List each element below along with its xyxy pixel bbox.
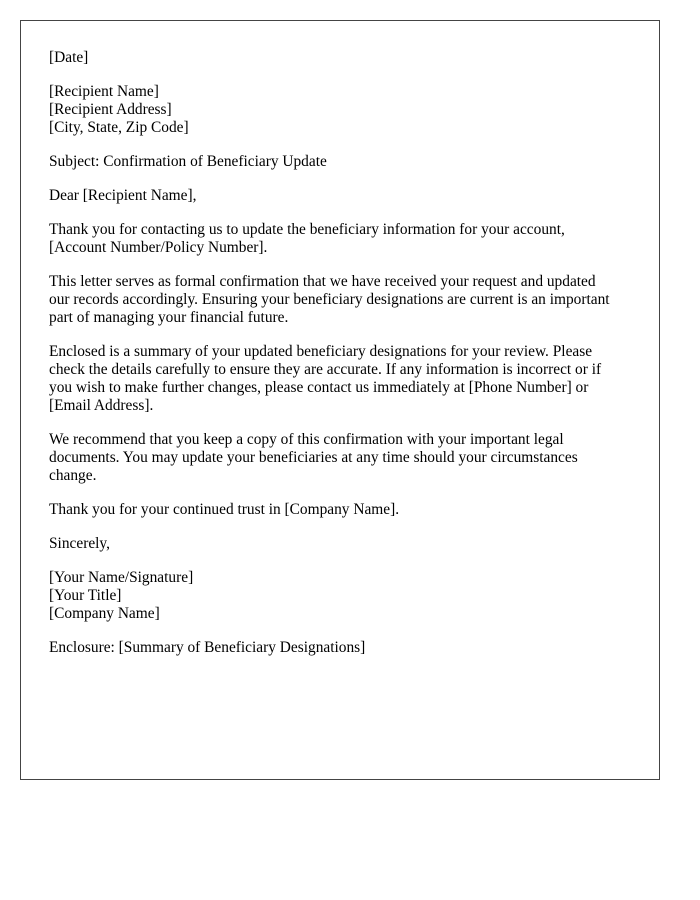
letter-closing: Sincerely, [49, 535, 110, 552]
salutation-block [49, 187, 639, 205]
signature-name: [Your Name/Signature] [49, 569, 194, 586]
recipient-block [49, 83, 639, 137]
subject-block [49, 153, 639, 171]
closing-block [49, 535, 639, 553]
recipient-city-state-zip: [City, State, Zip Code] [49, 119, 189, 136]
letter-date: [Date] [49, 49, 89, 66]
signature-block [49, 569, 639, 623]
paragraph-line: Enclosed is a summary of your updated beneficiary designations for your review. Please [49, 343, 593, 360]
paragraph-line: our records accordingly. Ensuring your beneficiary designations are current is an important [49, 291, 610, 308]
paragraph-line: [Email Address]. [49, 397, 154, 414]
paragraph-line: We recommend that you keep a copy of this confirmation with your important legal [49, 431, 564, 448]
paragraph-line: documents. You may update your beneficiaries at any time should your circumstances [49, 449, 578, 466]
paragraph-recommendation [49, 431, 639, 485]
paragraph-line: This letter serves as formal confirmation that we have received your request and updated [49, 273, 596, 290]
recipient-address: [Recipient Address] [49, 101, 172, 118]
paragraph-thanks [49, 501, 639, 519]
paragraph-line: check the details carefully to ensure they are accurate. If any information is incorrect or if [49, 361, 602, 378]
paragraph-enclosed-summary [49, 343, 639, 415]
letter-enclosure: Enclosure: [Summary of Beneficiary Designations] [49, 639, 366, 656]
paragraph-line: change. [49, 467, 97, 484]
letter-salutation: Dear [Recipient Name], [49, 187, 197, 204]
date-block [49, 49, 639, 67]
paragraph-line: Thank you for your continued trust in [Company Name]. [49, 501, 400, 518]
letter-subject: Subject: Confirmation of Beneficiary Update [49, 153, 327, 170]
paragraph-line: part of managing your financial future. [49, 309, 289, 326]
recipient-name: [Recipient Name] [49, 83, 159, 100]
letter-body [49, 49, 639, 673]
paragraph-account [49, 221, 639, 257]
signature-title: [Your Title] [49, 587, 122, 604]
signature-company: [Company Name] [49, 605, 160, 622]
paragraph-line: Thank you for contacting us to update the beneficiary information for your account, [49, 221, 565, 238]
paragraph-line: you wish to make further changes, please contact us immediately at [Phone Number] or [49, 379, 589, 396]
paragraph-line: [Account Number/Policy Number]. [49, 239, 268, 256]
paragraph-confirmation [49, 273, 639, 327]
enclosure-block [49, 639, 639, 657]
letter-page [20, 20, 660, 780]
